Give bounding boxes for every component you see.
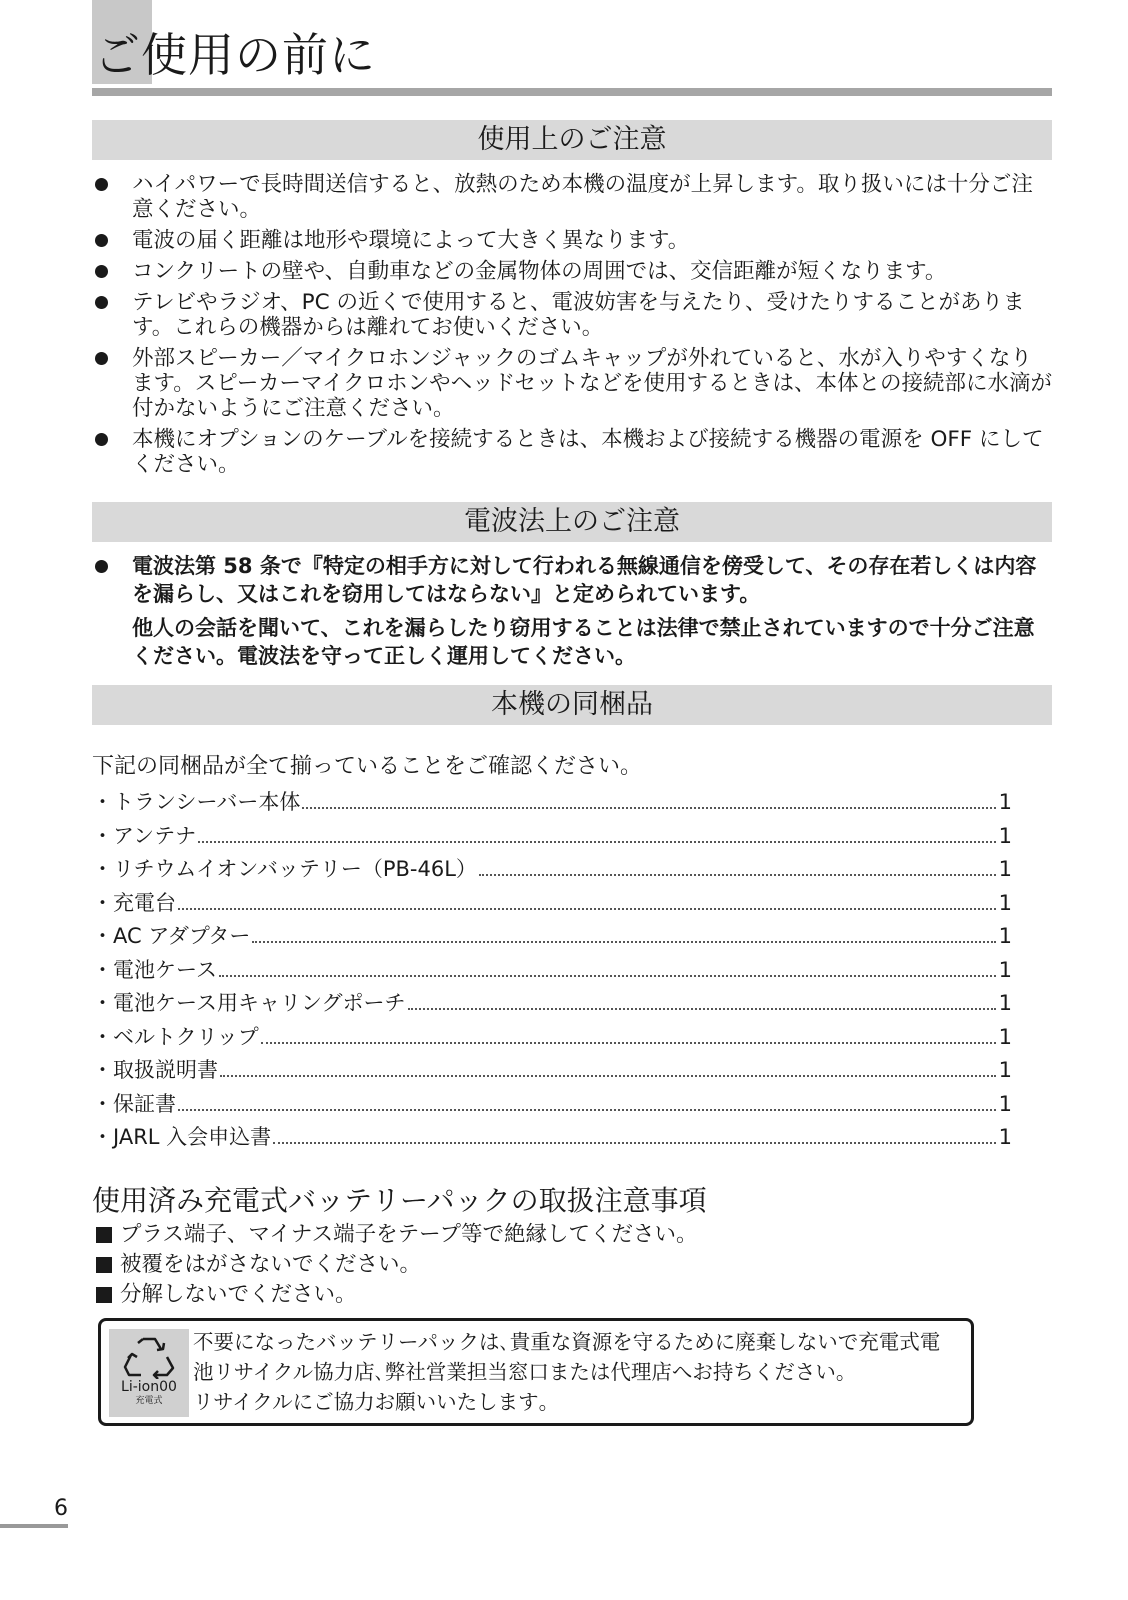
dot-leader	[220, 1075, 996, 1077]
dot-leader	[219, 975, 996, 977]
list-item: ・取扱説明書 1	[92, 1058, 1012, 1082]
list-item: コンクリートの壁や、自動車などの金属物体の周囲では、交信距離が短くなります。	[92, 259, 1052, 284]
dot-leader	[273, 1142, 995, 1144]
square-bullet-icon	[96, 1287, 112, 1303]
recycle-notice-box	[98, 1318, 974, 1426]
usage-caution-list	[92, 172, 1052, 483]
title-rule	[92, 88, 1052, 96]
recycle-icon	[123, 1333, 175, 1379]
usage-caution-heading: 使用上のご注意	[92, 120, 1052, 160]
list-item	[92, 552, 1052, 670]
list-item: ・充電台 1	[92, 890, 1012, 915]
list-item: 電波の届く距離は地形や環境によって大きく異なります。	[92, 228, 1052, 253]
package-contents-list	[92, 786, 1012, 1155]
dot-leader	[252, 941, 995, 943]
dot-leader	[198, 841, 995, 843]
list-item: ・リチウムイオンバッテリー（PB-46L） 1	[92, 857, 1012, 881]
dot-leader	[178, 908, 996, 910]
recycle-notice-text: 不要になったバッテリーパックは､貴重な資源を守るために廃棄しないで充電式電 池リサイクル協力店､弊社営業担当窓口または代理店へお持ちください｡ リサイクルにご協力お願いいたします｡	[193, 1330, 941, 1414]
dot-leader	[261, 1042, 996, 1044]
page-title: ご使用の前に	[94, 28, 376, 82]
list-item: プラス端子、マイナス端子をテープ等で絶縁してください。	[96, 1220, 698, 1250]
list-item: ・保証書 1	[92, 1091, 1012, 1116]
list-item: テレビやラジオ、PC の近くで使用すると、電波妨害を与えたり、受けたりすることがあります。これらの機器からは離れてお使いください。	[92, 290, 1052, 340]
battery-notes-heading: 使用済み充電式バッテリーパックの取扱注意事項	[92, 1184, 707, 1217]
list-item: ・JARL 入会申込書 1	[92, 1125, 1012, 1149]
list-item: 本機にオプションのケーブルを接続するときは、本機および接続する機器の電源を OFF にしてください。	[92, 427, 1052, 477]
page-number: 6	[54, 1496, 68, 1521]
list-item: 被覆をはがさないでください。	[96, 1250, 698, 1280]
radio-law-paragraph-1: 電波法第 58 条で『特定の相手方に対して行われる無線通信を傍受して、その存在若しくは内容を漏らし、又はこれを窃用してはならない』と定められています。	[132, 554, 1037, 606]
list-item: 分解しないでください。	[96, 1280, 698, 1310]
bullet-icon	[95, 296, 108, 309]
radio-law-list	[92, 552, 1052, 676]
bullet-icon	[95, 560, 108, 573]
bullet-icon	[95, 178, 108, 191]
page-number-rule	[0, 1524, 68, 1528]
list-item: ・AC アダプター 1	[92, 924, 1012, 948]
square-bullet-icon	[96, 1227, 112, 1243]
list-item: ・ベルトクリップ 1	[92, 1024, 1012, 1049]
package-contents-heading: 本機の同梱品	[92, 685, 1052, 725]
dot-leader	[408, 1008, 996, 1010]
recycle-mark-sub: 充電式	[135, 1396, 163, 1406]
recycle-mark	[109, 1329, 189, 1417]
radio-law-heading: 電波法上のご注意	[92, 502, 1052, 542]
square-bullet-icon	[96, 1257, 112, 1273]
list-item: ハイパワーで長時間送信すると、放熱のため本機の温度が上昇します。取り扱いには十分ご注意ください。	[92, 172, 1052, 222]
dot-leader	[178, 1109, 996, 1111]
bullet-icon	[95, 265, 108, 278]
recycle-mark-code: Li-ion00	[121, 1379, 177, 1395]
list-item: ・電池ケース用キャリングポーチ 1	[92, 991, 1012, 1015]
bullet-icon	[95, 433, 108, 446]
list-item: ・トランシーバー本体 1	[92, 790, 1012, 814]
dot-leader	[302, 807, 995, 809]
package-contents-intro: 下記の同梱品が全て揃っていることをご確認ください。	[92, 754, 643, 779]
bullet-icon	[95, 234, 108, 247]
bullet-icon	[95, 352, 108, 365]
list-item: 外部スピーカー／マイクロホンジャックのゴムキャップが外れていると、水が入りやすくなります。スピーカーマイクロホンやヘッドセットなどを使用するときは、本体との接続部に水滴が付かないようにご注意ください。	[92, 346, 1052, 421]
list-item: ・電池ケース 1	[92, 957, 1012, 982]
dot-leader	[479, 874, 996, 876]
list-item: ・アンテナ 1	[92, 823, 1012, 848]
radio-law-paragraph-2: 他人の会話を聞いて、これを漏らしたり窃用することは法律で禁止されていますので十分ご注意ください。電波法を守って正しく運用してください。	[132, 616, 1035, 668]
battery-notes-list	[96, 1220, 698, 1310]
